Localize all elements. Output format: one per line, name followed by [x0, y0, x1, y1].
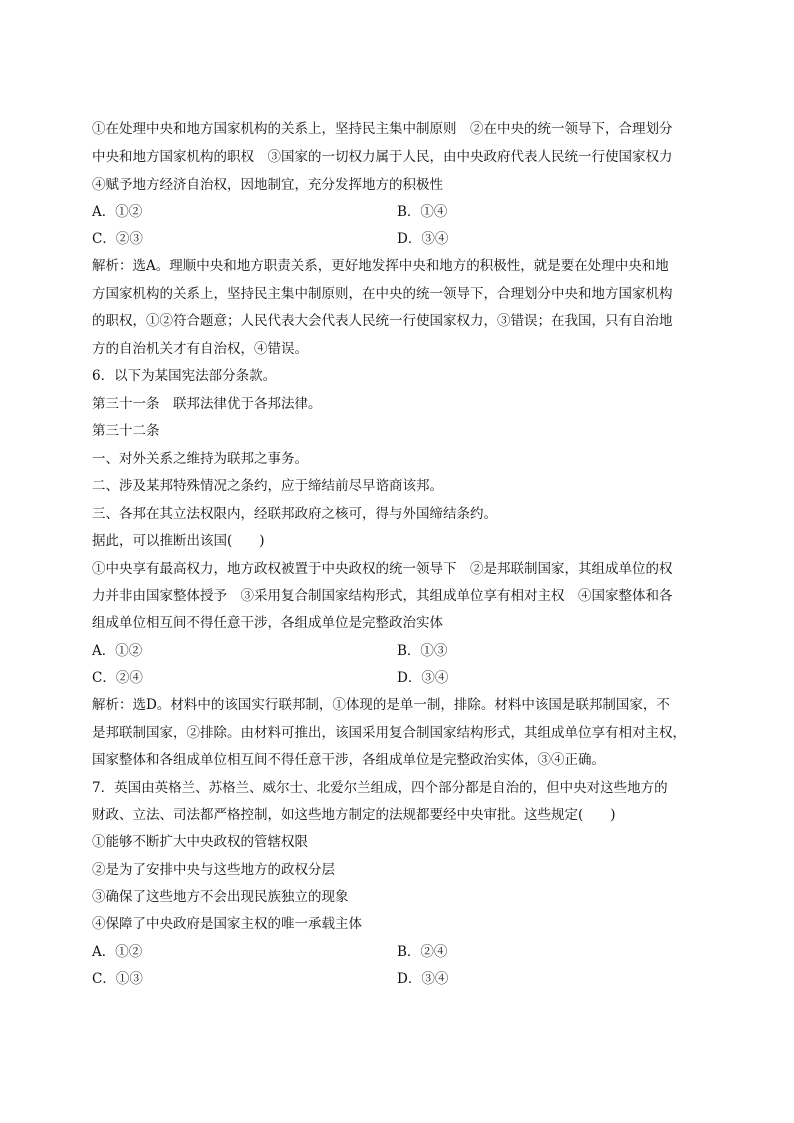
q7-stem-line-1: 7．英国由英格兰、苏格兰、威尔士、北爱尔兰组成，四个部分都是自治的，但中央对这些地方的 — [92, 780, 668, 796]
q7-stem-line-5: ③确保了这些地方不会出现民族独立的现象 — [92, 889, 349, 905]
q6-stem-line-4: 一、对外关系之维持为联邦之事务。 — [92, 451, 308, 467]
q7-stem-line-3: ①能够不断扩大中央政权的管辖权限 — [92, 834, 308, 850]
q6-stem-line-3: 第三十二条 — [92, 423, 160, 439]
q7-stem-line-6: ④保障了中央政府是国家主权的唯一承载主体 — [92, 916, 362, 932]
q7-stem-line-2: 财政、立法、司法都严格控制，如这些地方制定的法规都要经中央审批。这些规定( ) — [92, 807, 616, 823]
q6-stem-line-1: 6．以下为某国宪法部分条款。 — [92, 368, 277, 384]
q5-analysis-line-3: 的职权，①②符合题意；人民代表大会代表人民统一行使国家权力，③错误；在我国，只有自治地 — [92, 313, 673, 329]
q7-stem-line-4: ②是为了安排中央与这些地方的政权分层 — [92, 862, 335, 878]
q5-option-d: D．③④ — [397, 231, 449, 247]
q5-analysis-line-1: 解析：选A。理顺中央和地方职责关系，更好地发挥中央和地方的积极性，就是要在处理中央和地 — [92, 258, 669, 274]
q6-option-a: A．①② — [92, 643, 143, 659]
q7-option-d: D．③④ — [397, 971, 449, 987]
q5-analysis-line-4: 方的自治机关才有自治权，④错误。 — [92, 341, 308, 357]
q6-option-d: D．③④ — [397, 670, 449, 686]
q7-option-b: B．②④ — [397, 944, 448, 960]
q7-option-a: A．①② — [92, 944, 143, 960]
q5-option-b: B．①④ — [397, 204, 448, 220]
q5-analysis-line-2: 方国家机构的关系上，坚持民主集中制原则，在中央的统一领导下，合理划分中央和地方国家机构 — [92, 286, 673, 302]
q6-stem-line-6: 三、各邦在其立法权限内，经联邦政府之核可，得与外国缔结条约。 — [92, 506, 497, 522]
q5-option-c: C．②③ — [92, 231, 143, 247]
q6-stem-line-2: 第三十一条 联邦法律优于各邦法律。 — [92, 396, 322, 412]
q7-option-c: C．①③ — [92, 971, 143, 987]
q6-stem-line-5: 二、涉及某邦特殊情况之条约，应于缔结前尽早谘商该邦。 — [92, 478, 443, 494]
q6-option-c: C．②④ — [92, 670, 143, 686]
q6-analysis-line-2: 是邦联制国家，②排除。由材料可推出，该国采用复合制国家结构形式，其组成单位享有相对主权， — [92, 725, 686, 741]
q6-stem-line-8: ①中央享有最高权力，地方政权被置于中央政权的统一领导下 ②是邦联制国家，其组成单位的权 — [92, 561, 673, 577]
q5-stem-line-3: ④赋予地方经济自治权，因地制宜，充分发挥地方的积极性 — [92, 177, 443, 193]
q5-option-a: A．①② — [92, 204, 143, 220]
q6-stem-line-9: 力并非由国家整体授予 ③采用复合制国家结构形式，其组成单位享有相对主权 ④国家整体和各 — [92, 588, 673, 604]
q5-stem-line-1: ①在处理中央和地方国家机构的关系上，坚持民主集中制原则 ②在中央的统一领导下，合理划分 — [92, 121, 673, 137]
q6-option-b: B．①③ — [397, 643, 448, 659]
q6-stem-line-10: 组成单位相互间不得任意干涉，各组成单位是完整政治实体 — [92, 615, 443, 631]
q6-stem-line-7: 据此，可以推断出该国( ) — [92, 533, 265, 549]
q6-analysis-line-1: 解析：选D。材料中的该国实行联邦制，①体现的是单一制，排除。材料中该国是联邦制国家，不 — [92, 697, 670, 713]
q5-stem-line-2: 中央和地方国家机构的职权 ③国家的一切权力属于人民，由中央政府代表人民统一行使国家权力 — [92, 149, 673, 165]
q6-analysis-line-3: 国家整体和各组成单位相互间不得任意干涉，各组成单位是完整政治实体，③④正确。 — [92, 752, 605, 768]
